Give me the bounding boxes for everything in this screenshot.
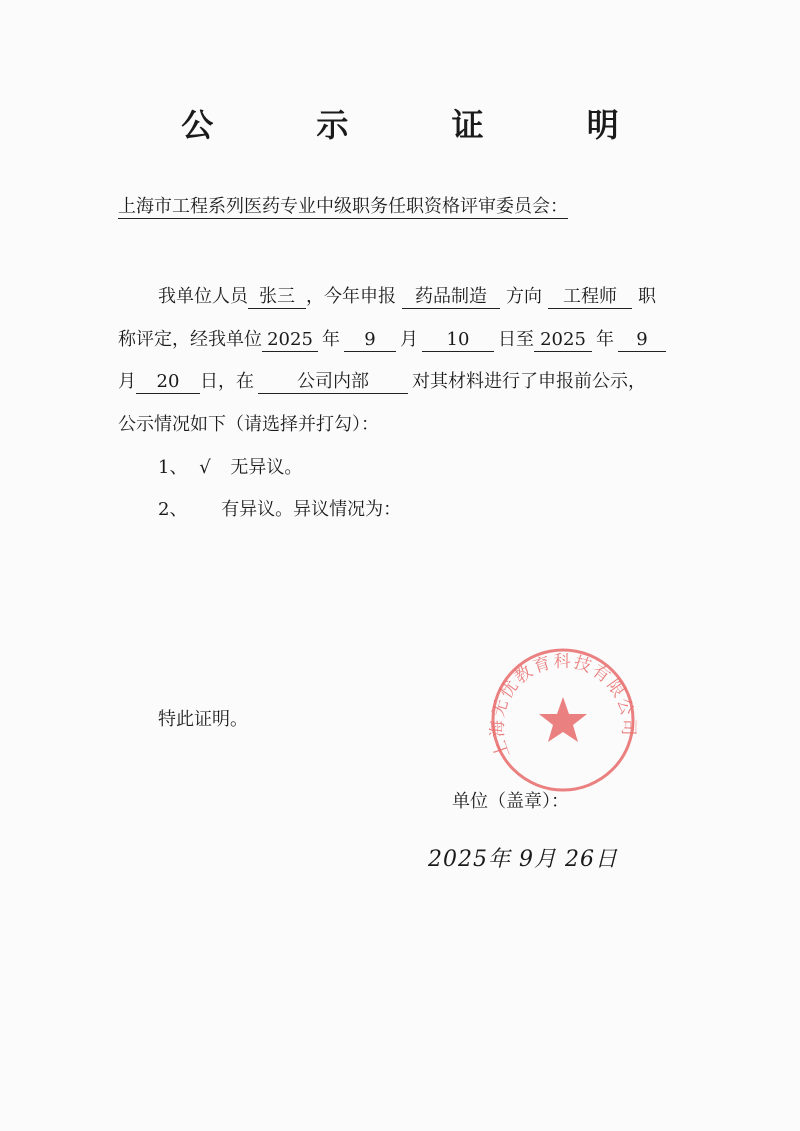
closing-statement: 特此证明。 xyxy=(158,709,248,730)
publicity-scope: 公司内部 xyxy=(258,371,408,394)
text-segment: 职 xyxy=(638,286,656,307)
text-segment: ，今年申报 xyxy=(306,286,396,307)
text-segment: 对其材料进行了申报前公示， xyxy=(412,371,646,392)
option-number: 1、 xyxy=(158,457,188,478)
check-mark-icon: √ xyxy=(199,457,211,478)
option-text: 有异议。异议情况为： xyxy=(221,499,402,520)
unit-seal-label: 单位（盖章）： xyxy=(452,791,569,812)
end-day: 20 xyxy=(136,371,200,394)
text-segment: 年 xyxy=(322,329,340,350)
text-segment: 称评定，经我单位 xyxy=(118,329,262,350)
option-no-objection xyxy=(158,453,302,479)
end-month: 9 xyxy=(618,329,666,352)
document-title: 公 示 证 明 xyxy=(181,106,665,144)
application-field: 药品制造 xyxy=(402,286,500,309)
body-line-4: 公示情况如下（请选择并打勾）： xyxy=(118,414,379,435)
text-segment: 月 xyxy=(400,329,418,350)
company-seal-icon xyxy=(488,645,638,795)
addressee xyxy=(118,196,568,218)
seal-text: 上海无忧教育科技有限公司 xyxy=(488,651,638,761)
addressee-text: 上海市工程系列医药专业中级职务任职资格评审委员会： xyxy=(118,196,568,217)
title-level: 工程师 xyxy=(548,286,632,309)
text-segment: 日至 xyxy=(498,329,534,350)
start-month: 9 xyxy=(344,329,396,352)
body-line-2 xyxy=(118,325,666,352)
end-year: 2025 xyxy=(534,329,592,352)
text-segment: 年 xyxy=(596,329,614,350)
option-number: 2、 xyxy=(158,499,188,520)
start-day: 10 xyxy=(422,329,494,352)
body-line-1 xyxy=(158,282,656,309)
signed-date: 2025年 9月 26日 xyxy=(428,847,618,872)
option-has-objection xyxy=(158,495,401,521)
text-segment: 日，在 xyxy=(200,371,254,392)
applicant-name: 张三 xyxy=(248,286,306,309)
text-segment: 我单位人员 xyxy=(158,286,248,307)
option-text: 无异议。 xyxy=(230,457,303,478)
body-line-3 xyxy=(118,367,646,394)
start-year: 2025 xyxy=(262,329,318,352)
text-segment: 月 xyxy=(118,371,136,392)
text-segment: 方向 xyxy=(506,286,542,307)
